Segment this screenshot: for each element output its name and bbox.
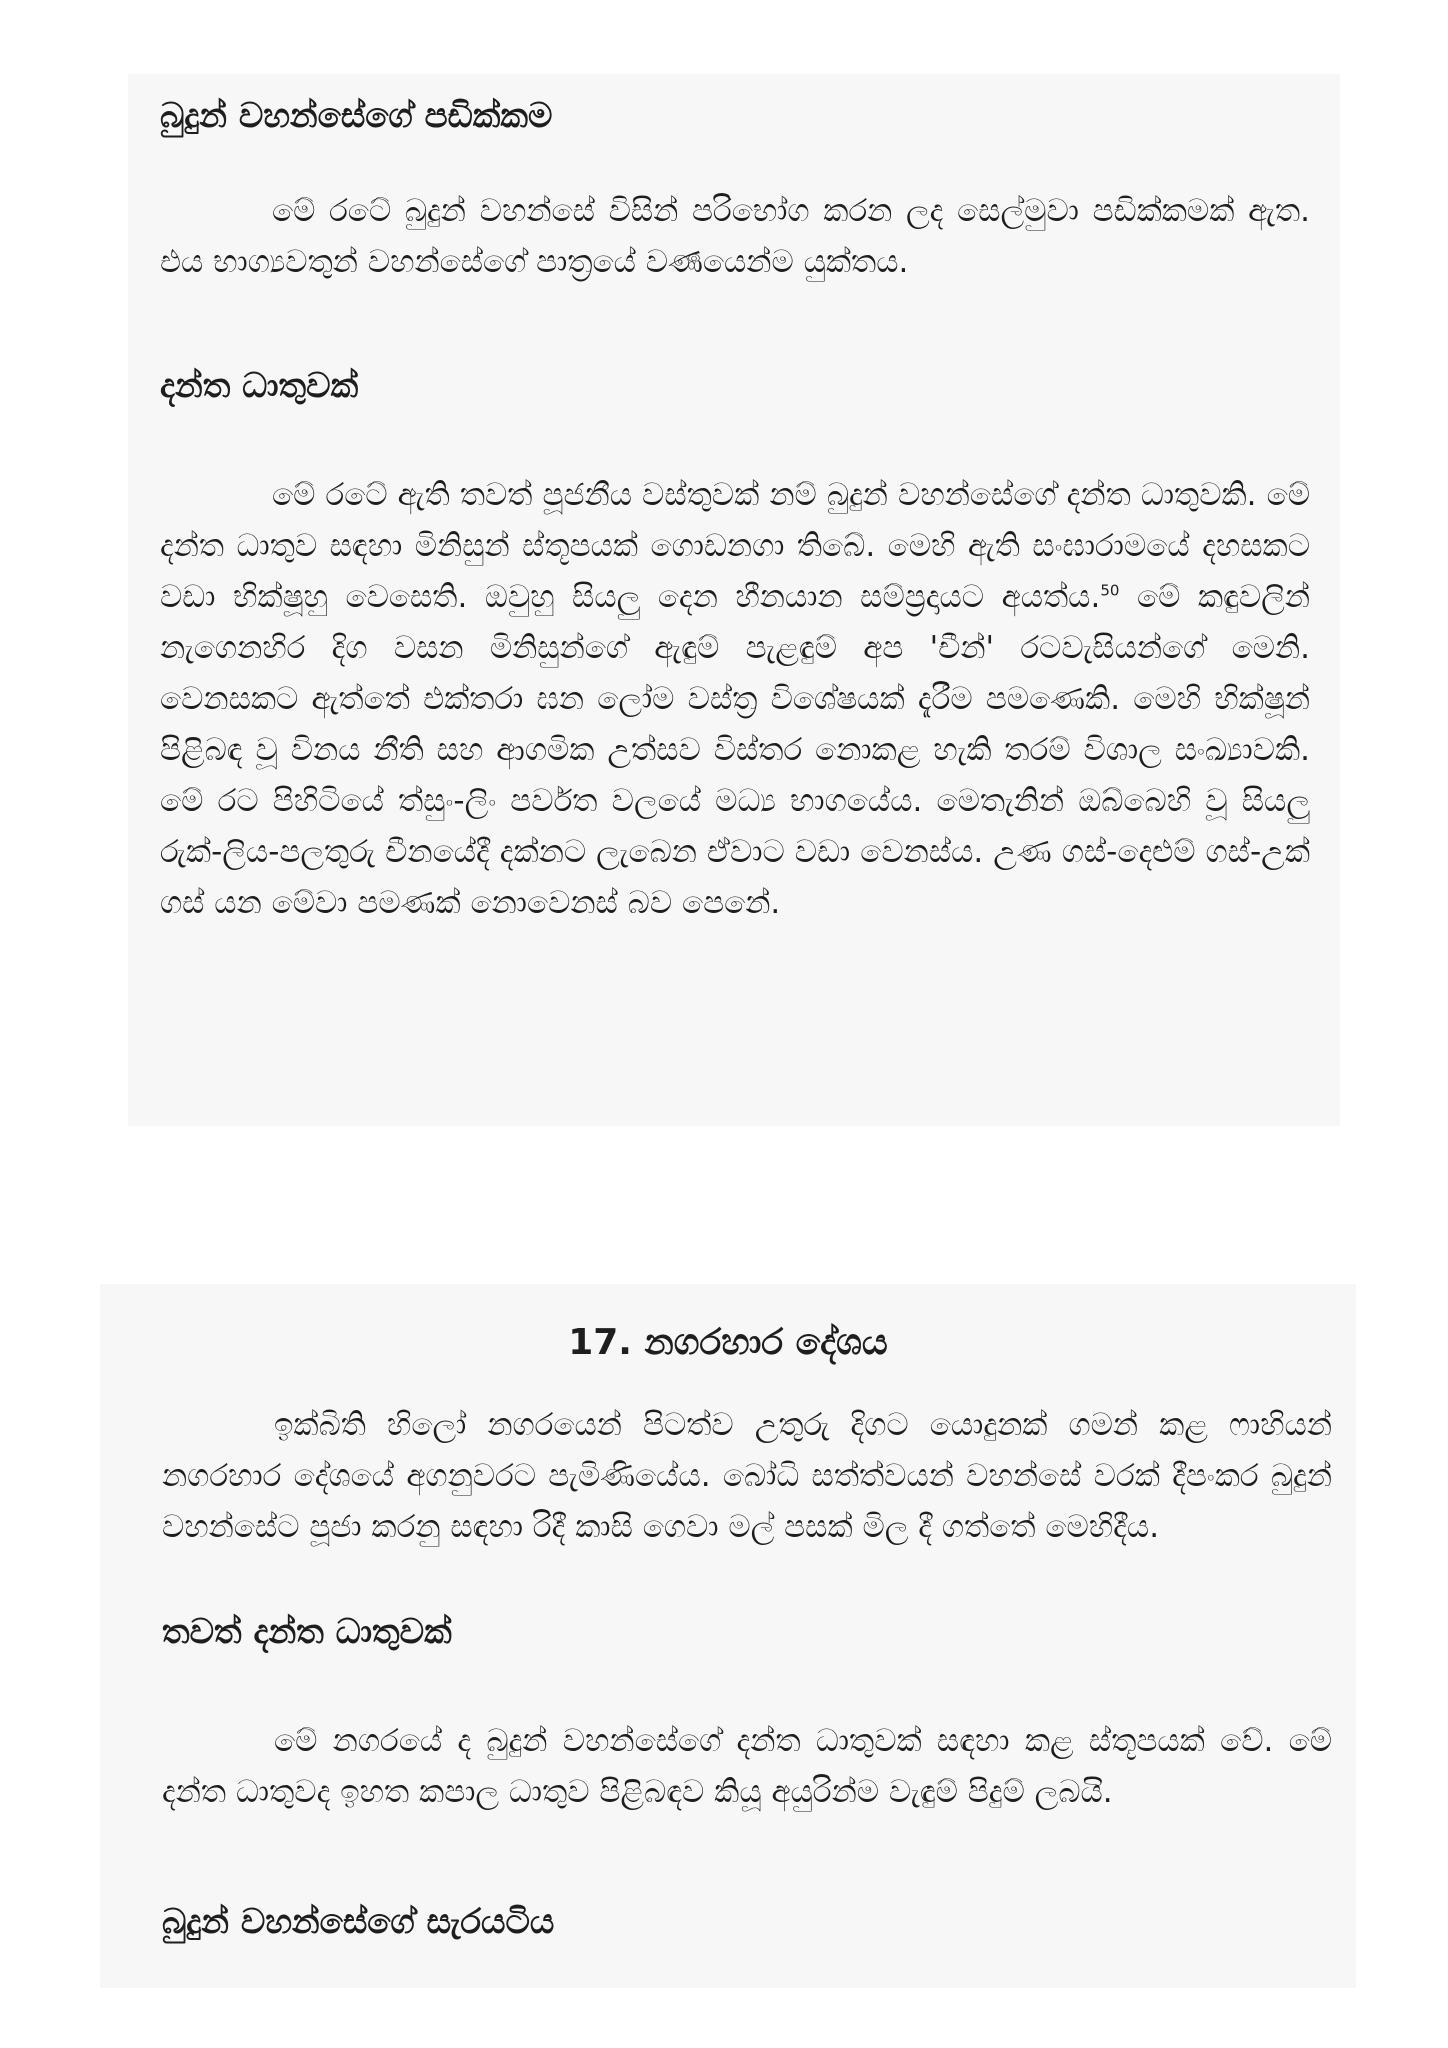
heading-tooth-relic: දන්ත ධාතුවක් [160,366,359,406]
paragraph-nagarahara: ඉක්බිති හිලෝ නගරයෙන් පිටත්ව උතුරු දිගට යොදුනක් ගමන් කළ ෆාහියන් නගරහාර දේශයේ අගනුවරට පැමිණියේය. බෝධි සත්ත්වයන් වහන්සේ වරක් දීපංකර බුදුන් වහන්සේට පූජා කරනු සඳහා රිදී කාසි ගෙවා මල් පසක් මිල දී ගත්තේ මෙහිදීය. [162,1407,1332,1545]
paragraph-tooth-relic-part-2: මේ කඳුවලින් නැගෙනහිර දිග වසන මිනිසුන්ගේ ඇඳුම් පැළඳුම් අප 'චීන්' රටවැසියන්ගේ මෙනි. වෙනසකට ඇත්තේ එක්තරා ඝන ලෝම වස්ත්‍ර විශේෂයක් දැරීම පමණෙකි. මෙහි භික්ෂූන් පිළිබඳ වූ විනය නීති සහ ආගමික උත්සව විස්තර නොකළ හැකි තරම් විශාල සංඛ්‍යාවකි. මේ රට පිහිටියේ ත්සුං-ලිං පර්වත වලයේ මධ්‍ය භාගයේය. මෙතැනින් ඔබ්බෙහි වූ සියලු රුක්-ලිය-පලතුරු චීනයේදී දක්නට ලැබෙන ඒවාට වඩා වෙනස්ය. උණ ගස්-දෙළුම් ගස්-උක් ගස් යන මේවා පමණක් නොවෙනස් බව පෙනේ. [160,579,1310,921]
heading-another-tooth-relic: තවත් දන්ත ධාතුවක් [162,1612,452,1652]
heading-walking-staff: බුදුන් වහන්සේගේ සැරයටිය [162,1902,555,1942]
footnote-marker: 50 [1100,581,1120,600]
chapter-title: 17. නගරහාර දේශය [568,1322,888,1363]
paragraph-another-tooth-relic: මේ නගරයේ ද බුදුන් වහන්සේගේ දන්ත ධාතුවක් සඳහා කළ ස්තූපයක් වේ. මේ දන්ත ධාතුවද ඉහත කපාල ධාතුව පිළිබඳව කියූ අයුරින්ම වැඳුම් පිදුම් ලබයි. [162,1723,1332,1810]
chapter-17-block [100,1284,1356,1988]
heading-alms-bowl: බුදුන් වහන්සේගේ පඩික්කම [160,96,553,136]
paragraph-alms-bowl: මේ රටේ බුදුන් වහන්සේ විසින් පරිභෝග කරන ලද සෙල්මුවා පඩික්කමක් ඇත. එය භාග්‍යවතුන් වහන්සේගේ පාත්‍රයේ වර්‍ණයෙන්ම යුක්තය. [160,193,1310,280]
paragraph-tooth-relic [160,470,1310,929]
upper-text-block [128,74,1340,1126]
paragraph-tooth-relic-part-1: මේ රටේ ඇති තවත් පූජනීය වස්තුවක් නම් බුදුන් වහන්සේගේ දන්ත ධාතුවකි. මේ දන්ත ධාතුව සඳහා මිනිසුන් ස්තූපයක් ගොඩනගා තිබේ. මෙහි ඇති සංඝාරාමයේ දහසකට වඩා භික්ෂූහු වෙසෙති. ඔවුහු සියලු දෙන හීනයාන සම්ප්‍රදායට අයත්ය. [160,477,1310,615]
